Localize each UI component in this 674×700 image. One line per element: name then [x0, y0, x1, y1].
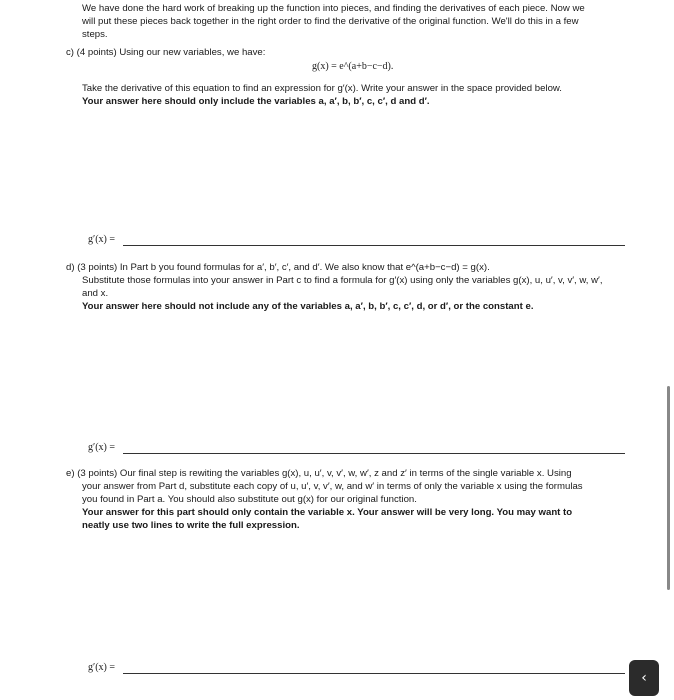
part-d-line: and x.	[82, 288, 109, 299]
part-e-bold-text: Your answer for this part should only contain the variable x. Your answer will be very long. You may want to	[82, 507, 573, 518]
vertical-scrollbar[interactable]	[667, 386, 670, 590]
part-c-instruction-line: Take the derivative of this equation to find an expression for g′(x). Write your answer in the space provided below.	[82, 83, 562, 94]
part-e-answer-label: g′(x) =	[88, 662, 115, 673]
part-c-instructions	[82, 82, 638, 108]
part-c-heading	[66, 46, 638, 59]
part-c-bold-note-text: Your answer here should only include the variables a, a′, b, b′, c, c′, d and d′.	[82, 96, 430, 107]
part-d-answer-row	[88, 441, 625, 454]
part-d-bold-note-text: Your answer here should not include any of the variables a, a′, b, b′, c, c′, d, or d′, or the constant e.	[82, 301, 534, 312]
part-d-bold-note	[82, 300, 638, 313]
part-c-answer-row	[88, 233, 625, 246]
part-c-answer-line[interactable]	[123, 244, 625, 246]
part-e-heading	[66, 467, 638, 480]
part-e-bold-line	[82, 506, 638, 519]
part-e-bold-line	[82, 519, 638, 532]
part-d-heading	[66, 261, 638, 274]
intro-line: will put these pieces back together in the right order to find the derivative of the original function. We'll do this in a few	[82, 16, 579, 27]
part-e-answer-line[interactable]	[123, 672, 625, 674]
part-d-line: Substitute those formulas into your answer in Part c to find a formula for g′(x) using only the variables g(x), u, u′, v, v′, w, w′,	[82, 275, 603, 286]
part-c-heading-text: c) (4 points) Using our new variables, we have:	[66, 47, 266, 58]
part-e-line: you found in Part a. You should also substitute out g(x) for our original function.	[82, 494, 417, 505]
part-e-body	[82, 480, 638, 532]
intro-line: We have done the hard work of breaking up the function into pieces, and finding the derivatives of each piece. Now we	[82, 3, 585, 14]
part-e-line: your answer from Part d, substitute each copy of u, u′, v, v′, w, and w′ in terms of only the variable x using the formulas	[82, 481, 583, 492]
part-d-body	[82, 274, 638, 313]
part-e-answer-row	[88, 661, 625, 674]
chevron-left-icon: ‹	[641, 669, 647, 686]
part-e-bold-text: neatly use two lines to write the full expression.	[82, 520, 300, 531]
part-d-answer-label: g′(x) =	[88, 442, 115, 453]
part-c-answer-label: g′(x) =	[88, 234, 115, 245]
part-e-heading-text: e) (3 points) Our final step is rewiting the variables g(x), u, u′, v, v′, w, w′, z and z′ in terms of the single variable x. Using	[66, 468, 572, 479]
part-c-bold-note	[82, 95, 638, 108]
part-d-heading-text: d) (3 points) In Part b you found formulas for a′, b′, c′, and d′. We also know that e^(a+b−c−d) = g(x).	[66, 262, 490, 273]
part-d-answer-line[interactable]	[123, 452, 625, 454]
intro-line: steps.	[82, 29, 108, 40]
previous-page-button[interactable]	[629, 660, 659, 696]
part-c-equation: g(x) = e^(a+b−c−d).	[312, 61, 394, 72]
intro-paragraph	[82, 2, 638, 41]
